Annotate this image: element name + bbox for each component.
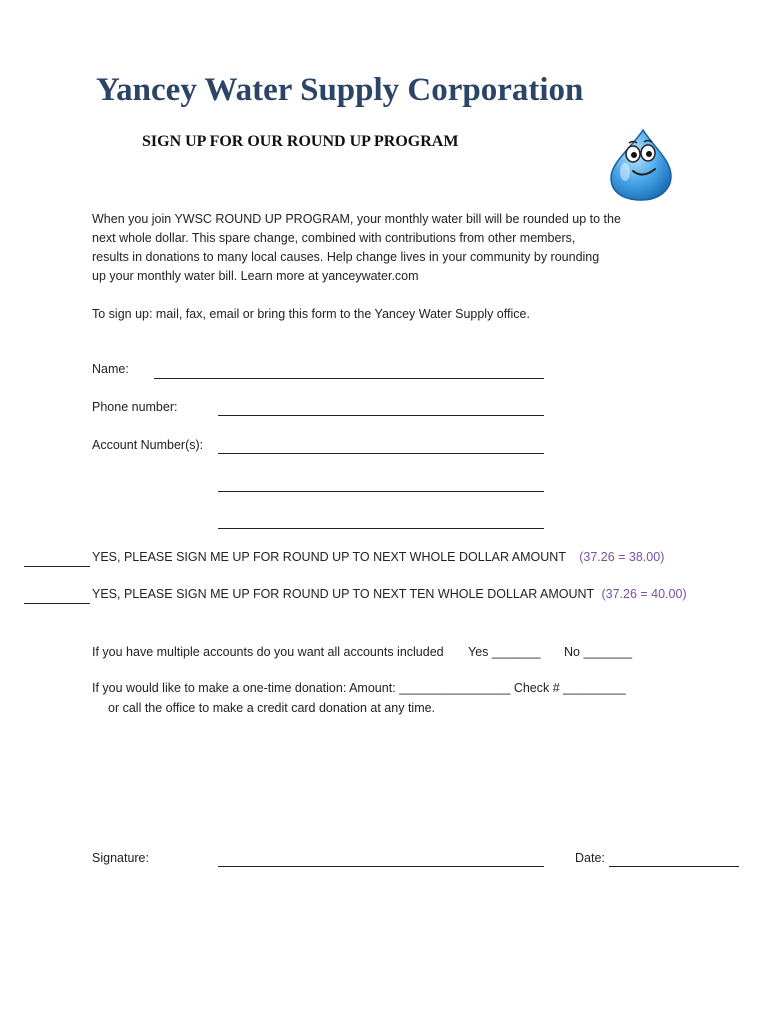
intro-paragraph [92,210,621,286]
page-title: Yancey Water Supply Corporation [96,72,584,108]
ten-dollar-option-text: YES, PLEASE SIGN ME UP FOR ROUND UP TO NEXT TEN WHOLE DOLLAR AMOUNT [92,587,594,601]
multiple-accounts-question: If you have multiple accounts do you want all accounts included [92,645,444,659]
ten-dollar-example: (37.26 = 40.00) [601,587,687,601]
whole-dollar-example: (37.26 = 38.00) [579,550,665,564]
page-subtitle: SIGN UP FOR OUR ROUND UP PROGRAM [142,133,459,150]
account-field-2[interactable] [218,491,544,492]
whole-dollar-checkbox-line[interactable] [24,566,90,567]
multiple-accounts-no[interactable]: No _______ [564,645,633,659]
name-field[interactable] [154,378,544,379]
donation-note: or call the office to make a credit card donation at any time. [108,701,436,715]
account-field-3[interactable] [218,528,544,529]
water-drop-mascot-icon [603,126,675,202]
signature-field[interactable] [218,866,544,867]
name-label: Name: [92,362,129,376]
signature-label: Signature: [92,851,149,865]
account-field-1[interactable] [218,453,544,454]
signup-instructions: To sign up: mail, fax, email or bring this form to the Yancey Water Supply office. [92,307,530,321]
date-field[interactable] [609,866,739,867]
whole-dollar-option-text: YES, PLEASE SIGN ME UP FOR ROUND UP TO NEXT WHOLE DOLLAR AMOUNT [92,550,566,564]
multiple-accounts-yes[interactable]: Yes _______ [468,645,541,659]
ten-dollar-checkbox-line[interactable] [24,603,90,604]
phone-label: Phone number: [92,400,178,414]
account-label: Account Number(s): [92,438,204,452]
phone-field[interactable] [218,415,544,416]
donation-line[interactable]: If you would like to make a one-time donation: Amount: ________________ Check # _________ [92,681,626,695]
intro-line: results in donations to many local causes. Help change lives in your community by rounding [92,250,600,264]
intro-line: When you join YWSC ROUND UP PROGRAM, your monthly water bill will be rounded up to the [92,212,621,226]
ten-dollar-option [92,587,687,601]
whole-dollar-option [92,550,664,564]
date-label: Date: [575,851,605,865]
intro-line: up your monthly water bill. Learn more at yanceywater.com [92,269,419,283]
intro-line: next whole dollar. This spare change, combined with contributions from other members, [92,231,576,245]
